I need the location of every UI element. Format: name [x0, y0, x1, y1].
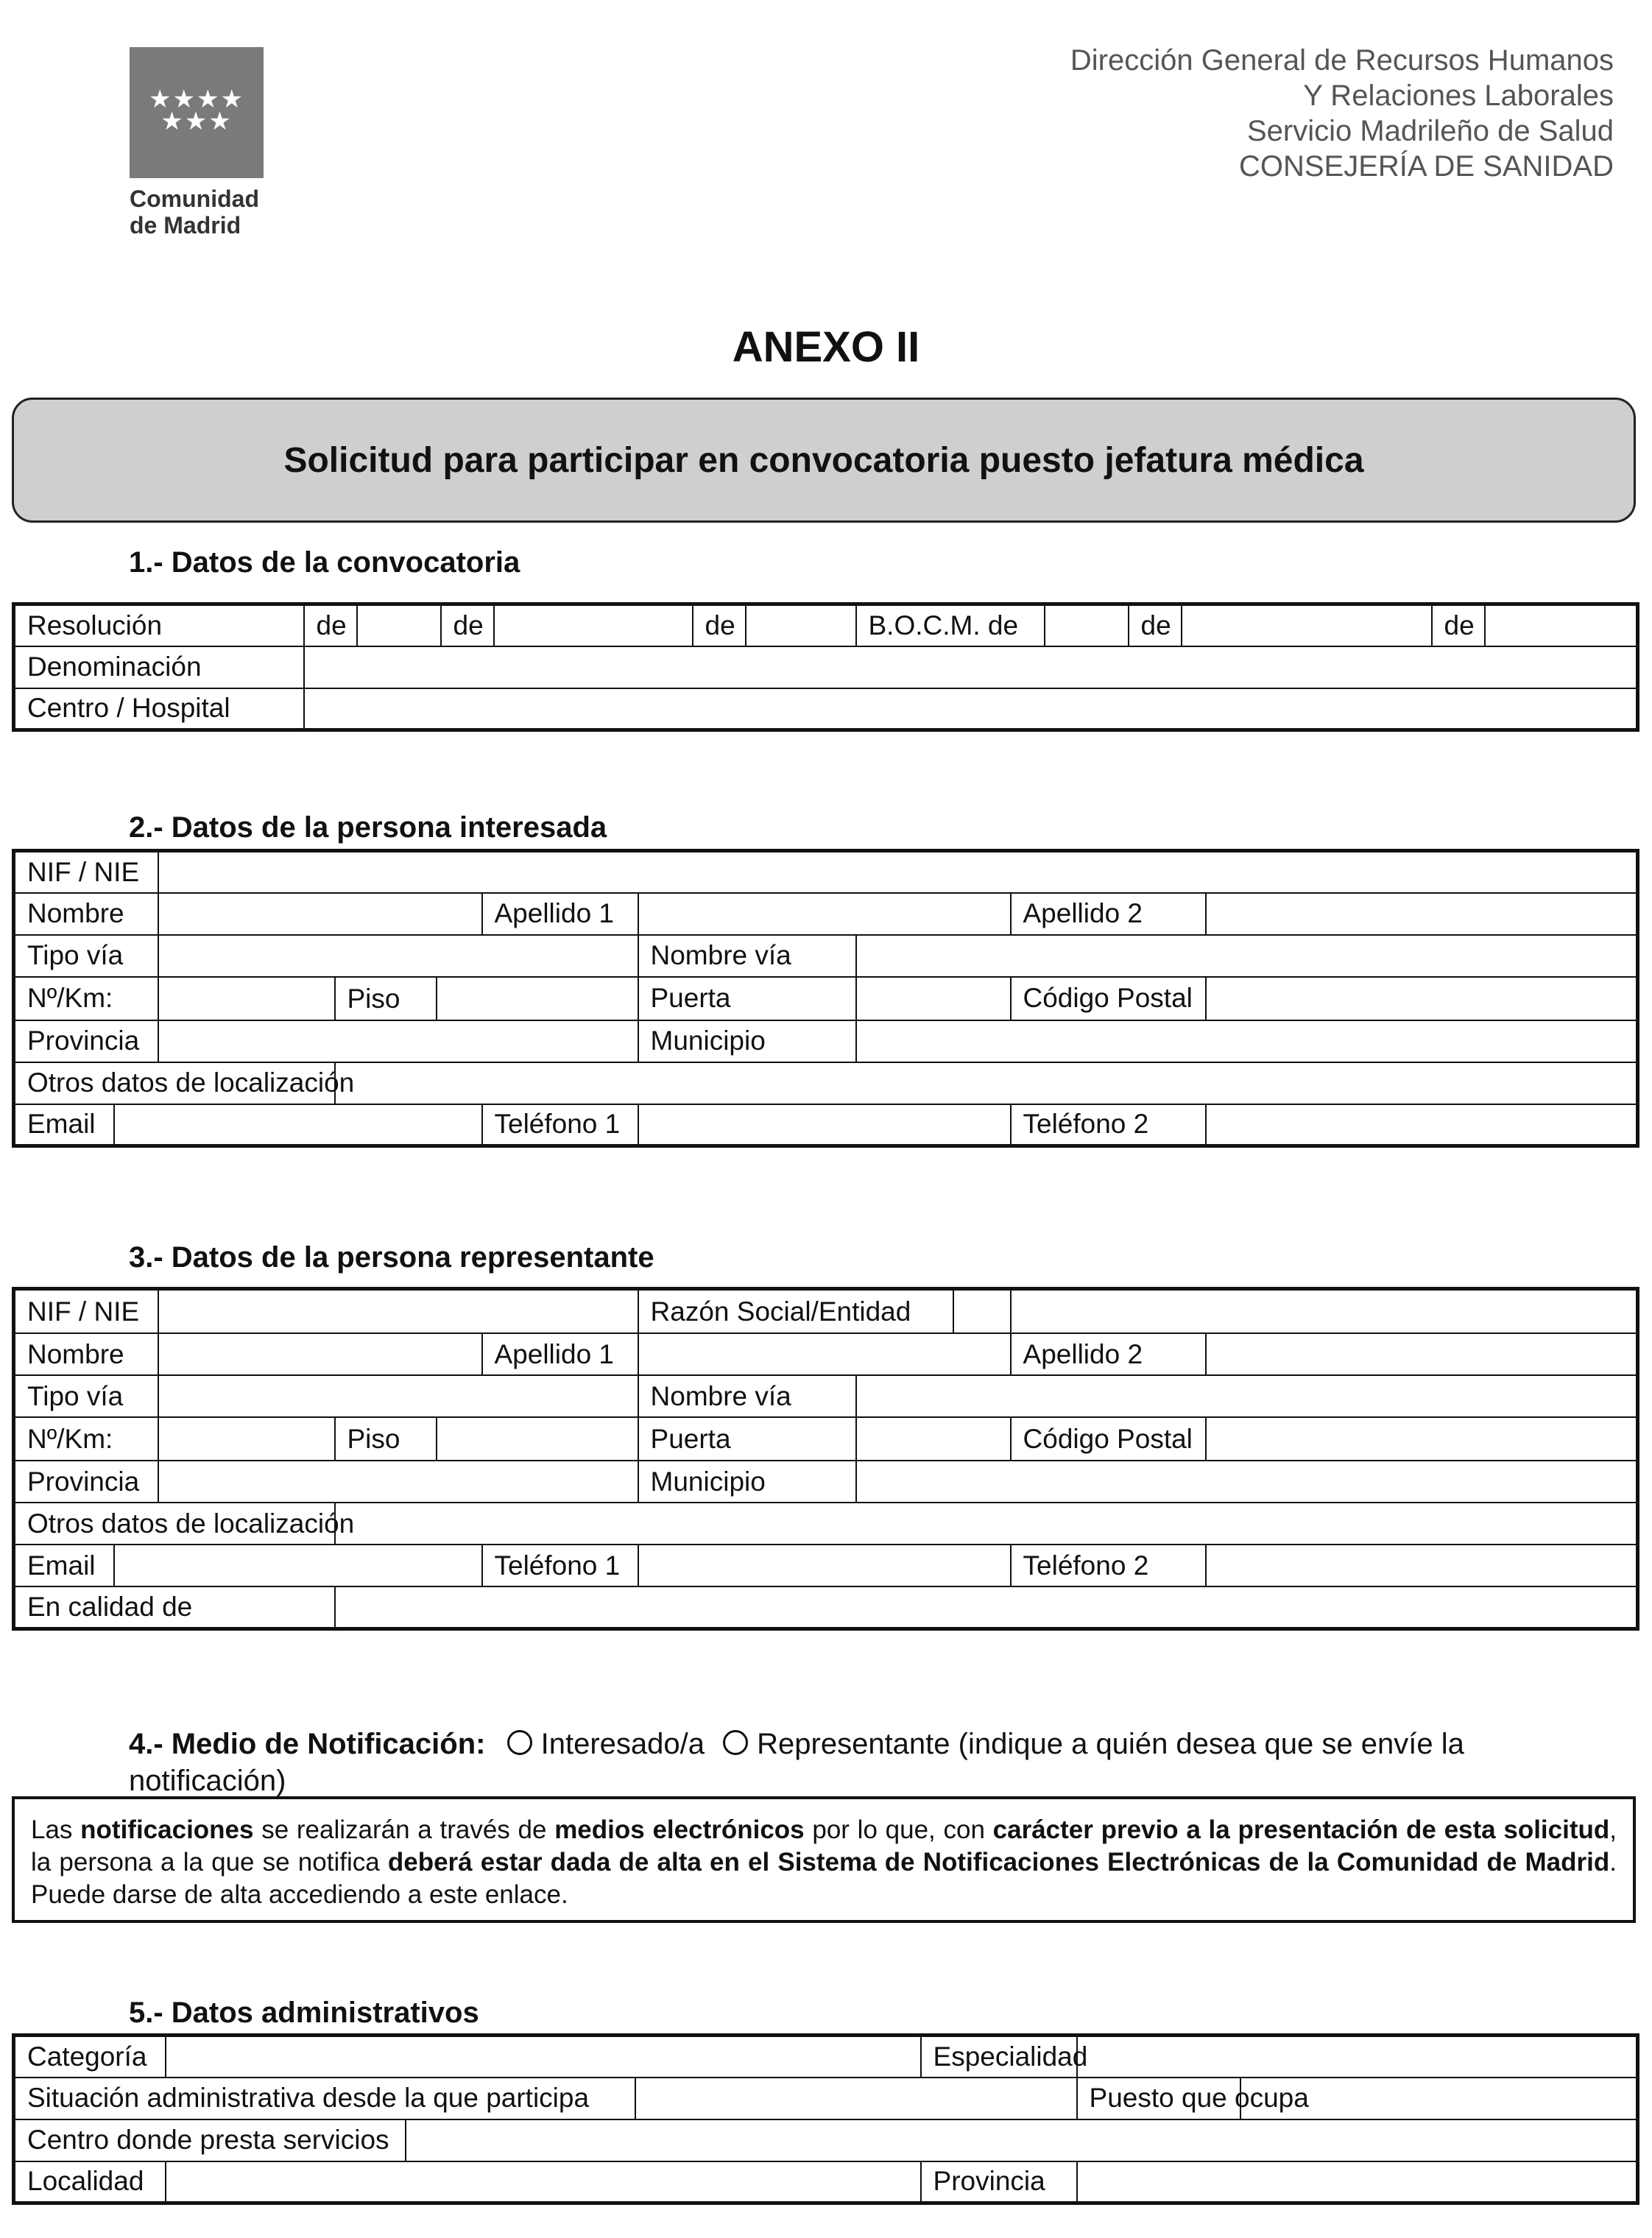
de-label: de	[441, 604, 494, 646]
resolucion-month-field[interactable]	[494, 604, 693, 646]
centro-hospital-label: Centro / Hospital	[14, 688, 304, 730]
municipio-label: Municipio	[638, 1020, 856, 1062]
apellido1-label: Apellido 1	[482, 893, 638, 935]
telefono1-field[interactable]	[638, 1104, 1011, 1146]
table-row	[14, 1333, 1638, 1375]
convocatoria-table	[12, 602, 1639, 732]
bocm-label: B.O.C.M. de	[856, 604, 1045, 646]
notice-text: Las	[31, 1815, 81, 1844]
logo-line2: de Madrid	[130, 212, 241, 239]
notice-text: se realizarán a través de	[253, 1815, 555, 1844]
email-field[interactable]	[114, 1104, 482, 1146]
notice-text: por lo que, con	[804, 1815, 993, 1844]
piso-field[interactable]	[437, 978, 638, 1020]
provincia-label: Provincia	[14, 1461, 158, 1503]
situacion-label: Situación administrativa desde la que participa	[14, 2078, 635, 2119]
table-row	[14, 893, 1638, 935]
municipio-field[interactable]	[856, 1461, 1638, 1503]
comunidad-madrid-logo	[130, 47, 266, 239]
municipio-label: Municipio	[638, 1461, 856, 1503]
codigo-postal-label: Código Postal	[1011, 977, 1206, 1020]
apellido2-label: Apellido 2	[1011, 893, 1206, 935]
notification-notice	[12, 1796, 1636, 1923]
table-row	[14, 977, 1638, 1020]
nombre-label: Nombre	[14, 1333, 158, 1375]
num-km-field[interactable]	[158, 1417, 335, 1461]
puerta-label: Puerta	[638, 977, 856, 1020]
puerta-field[interactable]	[856, 977, 1011, 1020]
puerta-field[interactable]	[856, 1417, 1011, 1461]
section4-title: 4.- Medio de Notificación:	[129, 1728, 486, 1760]
logo-emblem	[130, 47, 264, 178]
centro-servicios-label: Centro donde presta servicios	[14, 2119, 406, 2161]
nombre-via-field[interactable]	[856, 935, 1638, 977]
notification-method	[129, 1726, 1542, 1799]
bocm-month-field[interactable]	[1182, 604, 1432, 646]
table-row	[14, 2078, 1638, 2119]
notice-bold: deberá estar dada de alta en el Sistema de Notificaciones Electrónicas de la Comunidad de Madrid	[387, 1848, 1610, 1877]
notice-bold: notificaciones	[80, 1815, 254, 1844]
piso-cell	[335, 1417, 638, 1461]
codigo-postal-field[interactable]	[1206, 977, 1638, 1020]
header-line3: Servicio Madrileño de Salud	[1246, 115, 1614, 147]
apellido2-field[interactable]	[1206, 893, 1638, 935]
apellido1-label: Apellido 1	[482, 1333, 638, 1375]
resolucion-day-field[interactable]	[357, 604, 441, 646]
section1-title: 1.- Datos de la convocatoria	[129, 546, 520, 579]
notice-bold: medios electrónicos	[554, 1815, 805, 1844]
calidad-label: En calidad de	[14, 1586, 335, 1628]
razon-social-field-a[interactable]	[954, 1291, 1010, 1332]
table-row	[14, 2036, 1638, 2078]
provincia-field[interactable]	[158, 1020, 638, 1062]
provincia-field[interactable]	[1077, 2161, 1638, 2203]
centro-hospital-field[interactable]	[304, 688, 1638, 730]
section5-title: 5.- Datos administrativos	[129, 1997, 479, 2029]
otros-label: Otros datos de localización	[14, 1062, 335, 1104]
categoria-label: Categoría	[14, 2036, 166, 2078]
nif-field[interactable]	[158, 1289, 638, 1334]
resolucion-year-field[interactable]	[746, 604, 856, 646]
localidad-field[interactable]	[166, 2161, 921, 2203]
nif-label: NIF / NIE	[14, 851, 158, 893]
table-row	[14, 1104, 1638, 1146]
table-row	[14, 646, 1638, 688]
tipo-via-label: Tipo vía	[14, 935, 158, 977]
apellido1-field[interactable]	[638, 893, 1011, 935]
codigo-postal-label: Código Postal	[1011, 1417, 1206, 1461]
table-row	[14, 1503, 1638, 1545]
apellido2-field[interactable]	[1206, 1333, 1638, 1375]
otros-field[interactable]	[335, 1062, 1638, 1104]
de-label: de	[304, 604, 357, 646]
notice-link-text[interactable]: . Puede darse de alta accediendo a este enlace.	[31, 1848, 1617, 1909]
header-line1: Dirección General de Recursos Humanos	[1070, 44, 1614, 77]
table-row	[14, 1586, 1638, 1628]
nombre-via-label: Nombre vía	[638, 1375, 856, 1417]
notice-text: , la persona a la que se notifica	[31, 1815, 1617, 1877]
radio-interesado[interactable]	[507, 1730, 532, 1755]
radio-interesado-label: Interesado/a	[540, 1728, 705, 1760]
table-row	[14, 604, 1638, 646]
provincia-label: Provincia	[14, 1020, 158, 1062]
form-title: Solicitud para participar en convocatoria puesto jefatura médica	[283, 440, 1364, 480]
telefono1-field[interactable]	[638, 1545, 1011, 1586]
num-km-label: Nº/Km:	[14, 977, 158, 1020]
otros-label: Otros datos de localización	[14, 1503, 335, 1545]
table-row	[14, 1417, 1638, 1461]
tipo-via-field[interactable]	[158, 935, 638, 977]
table-row	[14, 1461, 1638, 1503]
apellido1-field[interactable]	[638, 1333, 1011, 1375]
nif-label: NIF / NIE	[14, 1289, 158, 1334]
notice-bold: carácter previo a la presentación de esta solicitud	[992, 1815, 1610, 1844]
bocm-year-field[interactable]	[1485, 604, 1638, 646]
telefono2-field[interactable]	[1206, 1104, 1638, 1146]
table-row	[14, 2161, 1638, 2203]
denominacion-label: Denominación	[14, 646, 304, 688]
piso-cell	[335, 977, 638, 1020]
table-row	[14, 851, 1638, 893]
tipo-via-field[interactable]	[158, 1375, 638, 1417]
header-line4: CONSEJERÍA DE SANIDAD	[1238, 150, 1614, 183]
codigo-postal-field[interactable]	[1206, 1417, 1638, 1461]
puerta-label: Puerta	[638, 1417, 856, 1461]
piso-label: Piso	[336, 1418, 437, 1460]
header-line2: Y Relaciones Laborales	[1303, 80, 1614, 112]
email-label: Email	[14, 1104, 114, 1146]
table-row	[14, 935, 1638, 977]
telefono2-label: Teléfono 2	[1011, 1104, 1206, 1146]
situacion-field[interactable]	[635, 2078, 1077, 2119]
nombre-label: Nombre	[14, 893, 158, 935]
telefono1-label: Teléfono 1	[482, 1104, 638, 1146]
nif-field[interactable]	[158, 851, 1638, 893]
table-row	[14, 688, 1638, 730]
tipo-via-label: Tipo vía	[14, 1375, 158, 1417]
municipio-field[interactable]	[856, 1020, 1638, 1062]
especialidad-label: Especialidad	[921, 2036, 1077, 2078]
provincia-label: Provincia	[921, 2161, 1077, 2203]
nombre-via-field[interactable]	[856, 1375, 1638, 1417]
annex-title: ANEXO II	[732, 323, 920, 371]
nombre-field[interactable]	[158, 893, 482, 935]
logo-stars: ★★★★ ★★★	[149, 85, 244, 135]
especialidad-field[interactable]	[1077, 2036, 1638, 2078]
denominacion-field[interactable]	[304, 646, 1638, 688]
categoria-field[interactable]	[166, 2036, 921, 2078]
razon-social-label: Razón Social/Entidad	[639, 1291, 954, 1332]
telefono2-label: Teléfono 2	[1011, 1545, 1206, 1586]
razon-social-field[interactable]	[1011, 1289, 1638, 1334]
telefono2-field[interactable]	[1206, 1545, 1638, 1586]
table-row	[14, 1062, 1638, 1104]
piso-field[interactable]	[437, 1418, 638, 1460]
table-row	[14, 1020, 1638, 1062]
table-row	[14, 1289, 1638, 1334]
email-label: Email	[14, 1545, 114, 1586]
otros-field[interactable]	[335, 1503, 1638, 1545]
logo-line1: Comunidad	[130, 186, 259, 212]
calidad-field[interactable]	[335, 1586, 1638, 1628]
bocm-day-field[interactable]	[1045, 604, 1129, 646]
resolucion-label: Resolución	[14, 604, 304, 646]
centro-servicios-field[interactable]	[406, 2119, 1638, 2161]
apellido2-label: Apellido 2	[1011, 1333, 1206, 1375]
piso-label: Piso	[336, 978, 437, 1020]
num-km-label: Nº/Km:	[14, 1417, 158, 1461]
administrativos-table	[12, 2033, 1639, 2205]
representante-table	[12, 1287, 1639, 1631]
razon-cell	[638, 1289, 1011, 1334]
institution-header	[1070, 43, 1614, 184]
de-label: de	[1129, 604, 1182, 646]
table-row	[14, 2119, 1638, 2161]
telefono1-label: Teléfono 1	[482, 1545, 638, 1586]
email-field[interactable]	[114, 1545, 482, 1586]
radio-representante[interactable]	[723, 1730, 748, 1755]
section3-title: 3.- Datos de la persona representante	[129, 1241, 654, 1274]
table-row	[14, 1545, 1638, 1586]
interesado-table	[12, 849, 1639, 1148]
de-label: de	[693, 604, 746, 646]
nombre-field[interactable]	[158, 1333, 482, 1375]
de-label: de	[1432, 604, 1485, 646]
localidad-label: Localidad	[14, 2161, 166, 2203]
nombre-via-label: Nombre vía	[638, 935, 856, 977]
provincia-field[interactable]	[158, 1461, 638, 1503]
form-title-banner	[12, 398, 1636, 523]
radio-representante-label: Representante (indique a quién desea que se envíe la notificación)	[129, 1728, 1464, 1797]
section2-title: 2.- Datos de la persona interesada	[129, 811, 607, 844]
logo-text	[130, 186, 266, 239]
num-km-field[interactable]	[158, 977, 335, 1020]
table-row	[14, 1375, 1638, 1417]
puesto-label: Puesto que ocupa	[1077, 2078, 1240, 2119]
